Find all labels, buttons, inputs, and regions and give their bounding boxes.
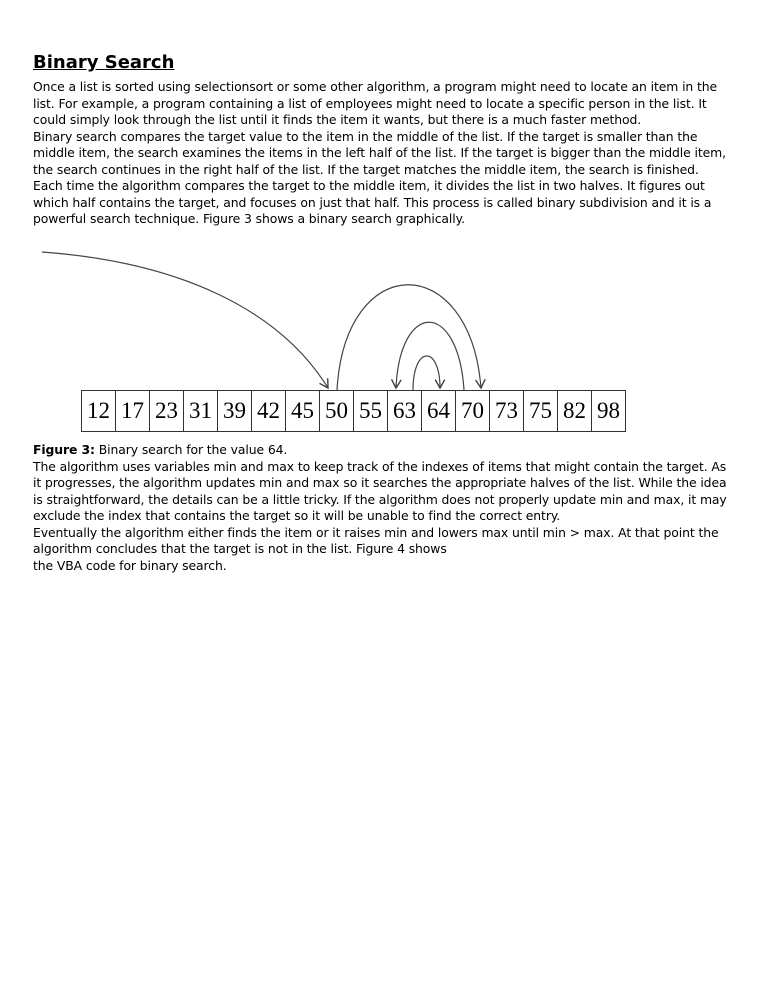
paragraph: the VBA code for binary search. <box>33 557 227 573</box>
arrow-63-to-64 <box>413 356 440 390</box>
page-title: Binary Search <box>33 52 175 73</box>
arrow-70-to-63 <box>396 322 464 390</box>
paragraph: Binary search compares the target value to the item in the middle of the list. If the target is smaller than the middle item, the search examines the items in the left half of the list. If the target is bigger than the middle item, the search continues in the right half of the list. If the target matches the middle item, the search is finished. <box>33 128 726 177</box>
document-body <box>33 52 733 228</box>
array-cell: 75 <box>524 391 558 431</box>
arrow-start-to-50 <box>42 252 328 388</box>
array-cell: 70 <box>456 391 490 431</box>
figure-caption <box>33 442 733 459</box>
array-cell: 42 <box>252 391 286 431</box>
array-cell: 17 <box>116 391 150 431</box>
array-cell: 98 <box>597 398 620 423</box>
caption-label: Figure 3: <box>33 442 95 457</box>
array-cell: 23 <box>150 391 184 431</box>
array-cell: 63 <box>388 391 422 431</box>
sorted-array <box>81 390 626 432</box>
paragraph: The algorithm uses variables min and max to keep track of the indexes of items that might contain the target. As it progresses, the algorithm updates min and max so it searches the appropriate halves of the list. While the idea is straightforward, the details can be a little tricky. If the algorithm does not properly update min and max, it may exclude the index that contains the target so it will be unable to find the correct entry. <box>33 458 727 523</box>
paragraph: Each time the algorithm compares the target to the middle item, it divides the list in two halves. It figures out which half contains the target, and focuses on just that half. This process is called binary subdivision and it is a powerful search technique. Figure 3 shows a binary search graphically. <box>33 178 712 226</box>
paragraph: Eventually the algorithm either finds the item or it raises min and lowers max until min > max. At that point the algorithm concludes that the target is not in the list. Figure 4 shows <box>33 524 719 556</box>
paragraph: Once a list is sorted using selectionsort or some other algorithm, a program might need to locate an item in the list. For example, a program containing a list of employees might need to locate a specific person in the list. It could simply look through the list until it finds the item it wants, but there is a much faster method. <box>33 79 718 127</box>
array-cell: 50 <box>320 391 354 431</box>
document-continuation <box>33 442 733 574</box>
array-cell: 55 <box>354 391 388 431</box>
array-cell: 64 <box>422 391 456 431</box>
array-cell: 31 <box>184 391 218 431</box>
array-cell: 45 <box>286 391 320 431</box>
array-cell: 12 <box>82 391 116 431</box>
array-cell: 39 <box>218 391 252 431</box>
array-cell: 82 <box>558 391 592 431</box>
caption-text: Binary search for the value 64. <box>94 442 288 457</box>
array-cell: 73 <box>490 391 524 431</box>
arrow-50-to-70 <box>337 285 481 390</box>
